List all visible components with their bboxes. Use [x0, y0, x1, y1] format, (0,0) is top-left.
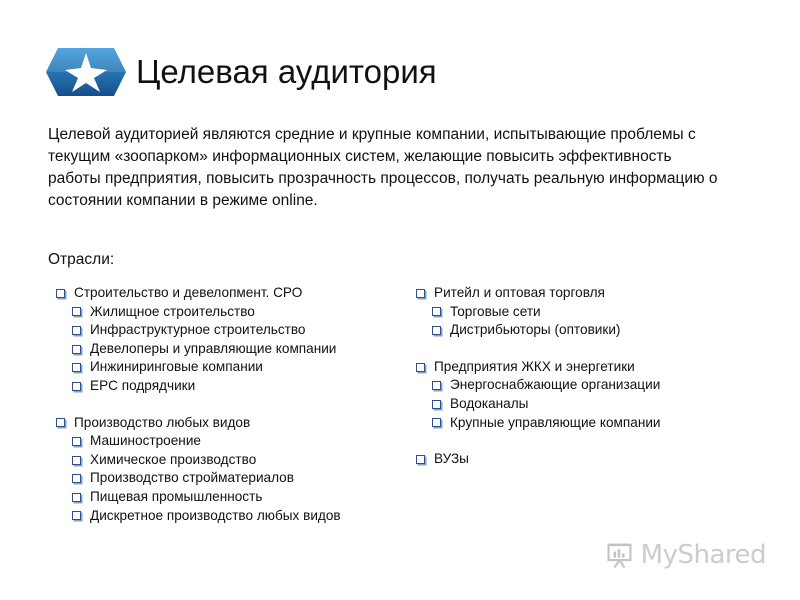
watermark-text: MyShared: [640, 540, 766, 570]
list-item: EPC подрядчики: [56, 377, 396, 396]
checkbox-bullet-icon: [432, 326, 441, 335]
checkbox-bullet-icon: [432, 307, 441, 316]
sector-group: [416, 358, 716, 432]
sector-group: [416, 450, 716, 469]
checkbox-bullet-icon: [72, 493, 81, 502]
list-item: Инжиниринговые компании: [56, 358, 396, 377]
star-hexagon-logo-icon: [44, 46, 128, 98]
checkbox-bullet-icon: [72, 456, 81, 465]
list-item: Водоканалы: [416, 395, 716, 414]
checkbox-bullet-icon: [72, 511, 81, 520]
list-item: Предприятия ЖКХ и энергетики: [416, 358, 716, 377]
list-item: Жилищное строительство: [56, 303, 396, 322]
checkbox-bullet-icon: [432, 418, 441, 427]
sectors-left-column: [56, 284, 396, 543]
list-item: Инфраструктурное строительство: [56, 321, 396, 340]
watermark: [606, 538, 766, 572]
sector-group: [56, 414, 396, 526]
list-item: Производство стройматериалов: [56, 469, 396, 488]
list-item: Производство любых видов: [56, 414, 396, 433]
list-item: ВУЗы: [416, 450, 716, 469]
list-item: Химическое производство: [56, 451, 396, 470]
intro-paragraph: Целевой аудиторией являются средние и крупные компании, испытывающие проблемы с текущим «зоопарком» информационных систем, желающие повысить эффективность работы предприятия, повысить прозрачность процессов, получать реальную информацию о состоянии компании в режиме online.: [48, 126, 718, 209]
list-item: Машиностроение: [56, 432, 396, 451]
checkbox-bullet-icon: [72, 326, 81, 335]
list-item: Крупные управляющие компании: [416, 414, 716, 433]
checkbox-bullet-icon: [72, 307, 81, 316]
list-item: Торговые сети: [416, 303, 716, 322]
checkbox-bullet-icon: [432, 400, 441, 409]
checkbox-bullet-icon: [72, 382, 81, 391]
checkbox-bullet-icon: [416, 455, 425, 464]
checkbox-bullet-icon: [432, 381, 441, 390]
checkbox-bullet-icon: [72, 437, 81, 446]
checkbox-bullet-icon: [72, 474, 81, 483]
checkbox-bullet-icon: [416, 289, 425, 298]
sectors-right-column: [416, 284, 716, 487]
checkbox-bullet-icon: [56, 418, 65, 427]
checkbox-bullet-icon: [72, 363, 81, 372]
checkbox-bullet-icon: [56, 289, 65, 298]
list-item: Дистрибьюторы (оптовики): [416, 321, 716, 340]
checkbox-bullet-icon: [72, 345, 81, 354]
sector-group: [56, 284, 396, 396]
presentation-board-icon: [606, 538, 635, 572]
sector-group: [416, 284, 716, 340]
list-item: Энергоснабжающие организации: [416, 376, 716, 395]
sectors-label: Отрасли:: [48, 251, 115, 268]
list-item: Строительство и девелопмент. СРО: [56, 284, 396, 303]
list-item: Дискретное производство любых видов: [56, 507, 396, 526]
list-item: Девелоперы и управляющие компании: [56, 340, 396, 359]
page-title: Целевая аудитория: [136, 53, 437, 90]
checkbox-bullet-icon: [416, 363, 425, 372]
list-item: Пищевая промышленность: [56, 488, 396, 507]
list-item: Ритейл и оптовая торговля: [416, 284, 716, 303]
